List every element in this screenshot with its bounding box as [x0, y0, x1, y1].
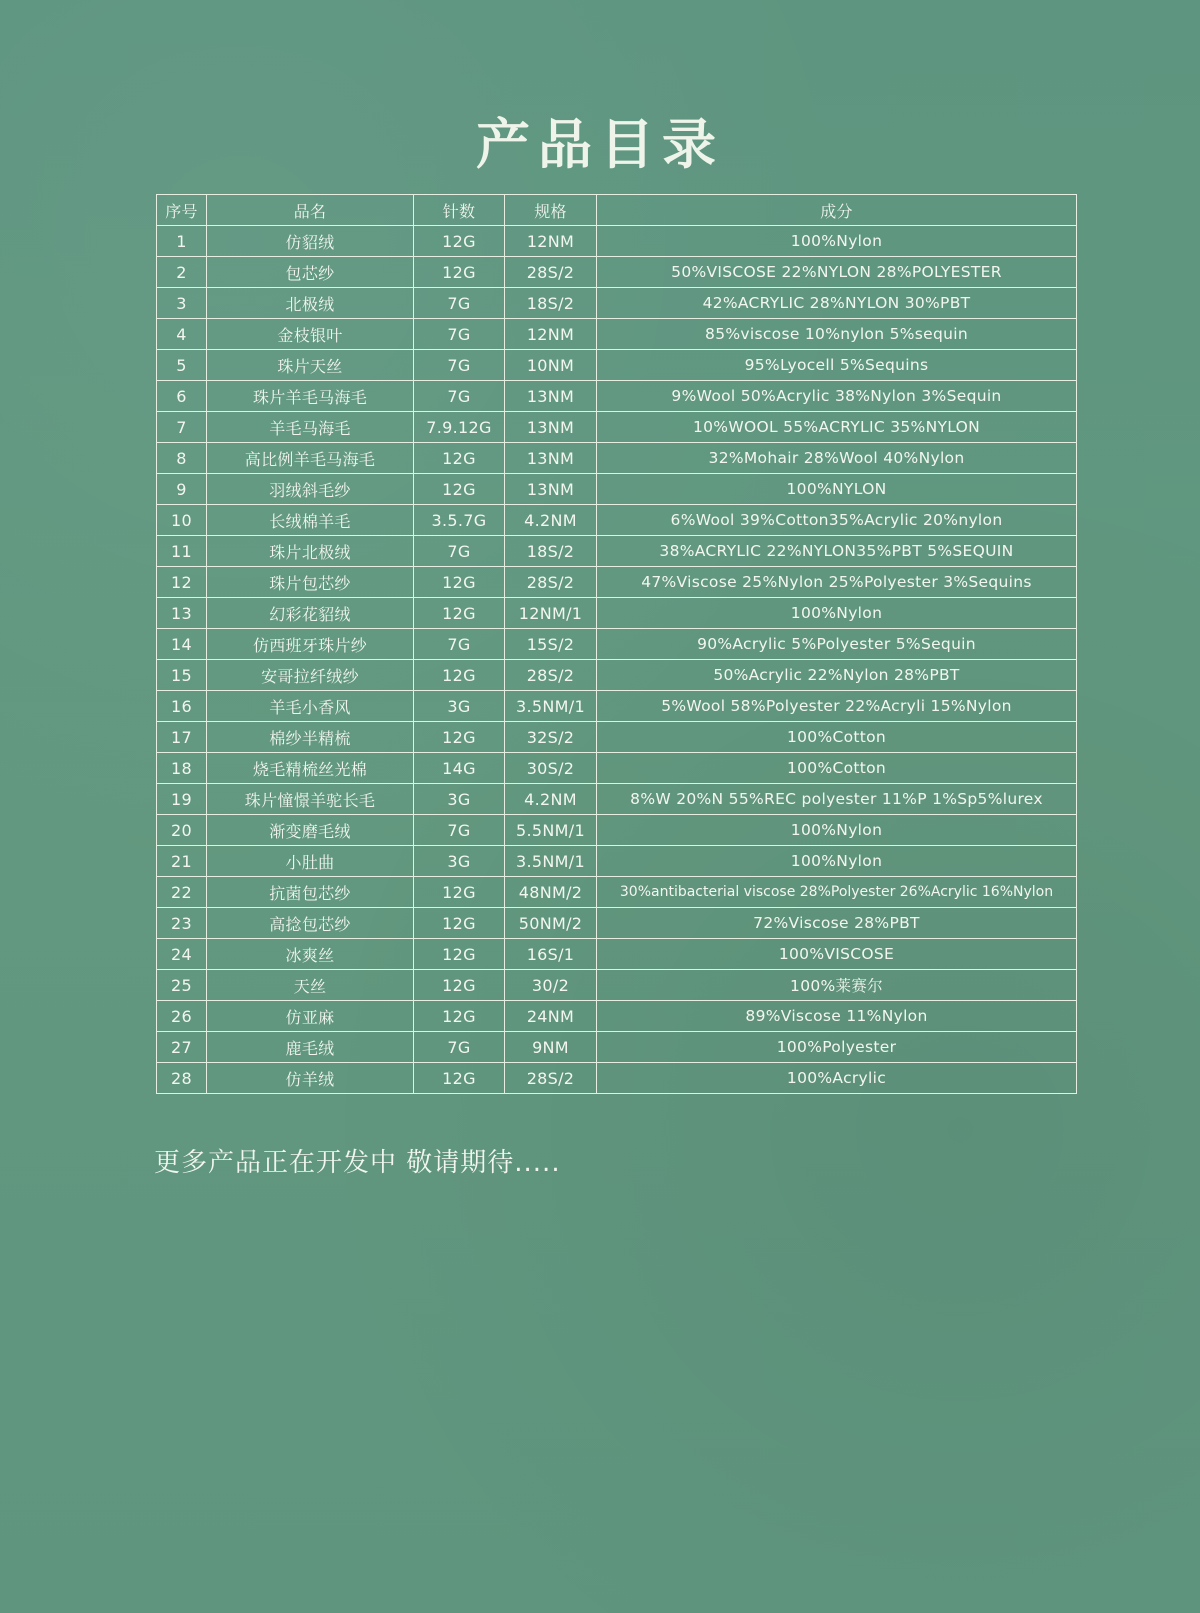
- row-number-cell: 2: [157, 257, 207, 288]
- row-number-cell: 28: [157, 1063, 207, 1094]
- spec-cell: 4.2NM: [505, 784, 597, 815]
- table-row: [157, 1063, 1077, 1094]
- table-row: [157, 629, 1077, 660]
- gauge-cell: 7G: [414, 1032, 505, 1063]
- spec-cell: 30/2: [505, 970, 597, 1001]
- composition-cell: 100%NYLON: [597, 474, 1077, 505]
- gauge-cell: 12G: [414, 474, 505, 505]
- gauge-cell: 12G: [414, 257, 505, 288]
- spec-cell: 30S/2: [505, 753, 597, 784]
- row-number-cell: 6: [157, 381, 207, 412]
- product-name-cell: 安哥拉纤绒纱: [207, 660, 414, 691]
- spec-cell: 28S/2: [505, 567, 597, 598]
- table-row: [157, 319, 1077, 350]
- product-name-cell: 抗菌包芯纱: [207, 877, 414, 908]
- composition-cell: 50%Acrylic 22%Nylon 28%PBT: [597, 660, 1077, 691]
- composition-cell: 85%viscose 10%nylon 5%sequin: [597, 319, 1077, 350]
- gauge-cell: 12G: [414, 877, 505, 908]
- product-name-cell: 长绒棉羊毛: [207, 505, 414, 536]
- header-composition: 成分: [597, 195, 1077, 226]
- product-name-cell: 金枝银叶: [207, 319, 414, 350]
- table-row: [157, 381, 1077, 412]
- table-row: [157, 970, 1077, 1001]
- table-row: [157, 815, 1077, 846]
- gauge-cell: 7G: [414, 288, 505, 319]
- spec-cell: 13NM: [505, 381, 597, 412]
- spec-cell: 12NM: [505, 319, 597, 350]
- row-number-cell: 7: [157, 412, 207, 443]
- page-title: 产品目录: [476, 112, 724, 176]
- table-row: [157, 753, 1077, 784]
- product-name-cell: 渐变磨毛绒: [207, 815, 414, 846]
- table-row: [157, 288, 1077, 319]
- header-gauge: 针数: [414, 195, 505, 226]
- product-name-cell: 冰爽丝: [207, 939, 414, 970]
- gauge-cell: 14G: [414, 753, 505, 784]
- gauge-cell: 7G: [414, 629, 505, 660]
- product-name-cell: 北极绒: [207, 288, 414, 319]
- spec-cell: 32S/2: [505, 722, 597, 753]
- spec-cell: 9NM: [505, 1032, 597, 1063]
- row-number-cell: 24: [157, 939, 207, 970]
- product-name-cell: 高捻包芯纱: [207, 908, 414, 939]
- table-body: [157, 226, 1077, 1094]
- spec-cell: 13NM: [505, 474, 597, 505]
- gauge-cell: 12G: [414, 567, 505, 598]
- product-name-cell: 棉纱半精梳: [207, 722, 414, 753]
- spec-cell: 3.5NM/1: [505, 846, 597, 877]
- gauge-cell: 3G: [414, 784, 505, 815]
- table-row: [157, 443, 1077, 474]
- row-number-cell: 8: [157, 443, 207, 474]
- composition-cell: 100%Acrylic: [597, 1063, 1077, 1094]
- table-row: [157, 567, 1077, 598]
- product-name-cell: 珠片包芯纱: [207, 567, 414, 598]
- composition-cell: 50%VISCOSE 22%NYLON 28%POLYESTER: [597, 257, 1077, 288]
- spec-cell: 4.2NM: [505, 505, 597, 536]
- row-number-cell: 23: [157, 908, 207, 939]
- gauge-cell: 12G: [414, 908, 505, 939]
- gauge-cell: 7G: [414, 381, 505, 412]
- spec-cell: 28S/2: [505, 660, 597, 691]
- composition-cell: 100%Polyester: [597, 1032, 1077, 1063]
- row-number-cell: 19: [157, 784, 207, 815]
- product-name-cell: 珠片憧憬羊驼长毛: [207, 784, 414, 815]
- product-name-cell: 包芯纱: [207, 257, 414, 288]
- product-name-cell: 仿羊绒: [207, 1063, 414, 1094]
- row-number-cell: 1: [157, 226, 207, 257]
- table-row: [157, 536, 1077, 567]
- composition-cell: 10%WOOL 55%ACRYLIC 35%NYLON: [597, 412, 1077, 443]
- gauge-cell: 7G: [414, 350, 505, 381]
- spec-cell: 10NM: [505, 350, 597, 381]
- composition-cell: 5%Wool 58%Polyester 22%Acryli 15%Nylon: [597, 691, 1077, 722]
- composition-cell: 90%Acrylic 5%Polyester 5%Sequin: [597, 629, 1077, 660]
- row-number-cell: 27: [157, 1032, 207, 1063]
- gauge-cell: 12G: [414, 443, 505, 474]
- composition-cell: 100%Nylon: [597, 815, 1077, 846]
- table-header-row: [157, 195, 1077, 226]
- spec-cell: 12NM/1: [505, 598, 597, 629]
- row-number-cell: 17: [157, 722, 207, 753]
- row-number-cell: 26: [157, 1001, 207, 1032]
- row-number-cell: 14: [157, 629, 207, 660]
- spec-cell: 18S/2: [505, 288, 597, 319]
- table-row: [157, 722, 1077, 753]
- gauge-cell: 12G: [414, 970, 505, 1001]
- spec-cell: 13NM: [505, 443, 597, 474]
- row-number-cell: 15: [157, 660, 207, 691]
- composition-cell: 72%Viscose 28%PBT: [597, 908, 1077, 939]
- header-name: 品名: [207, 195, 414, 226]
- table-row: [157, 846, 1077, 877]
- table-row: [157, 598, 1077, 629]
- table-row: [157, 691, 1077, 722]
- spec-cell: 28S/2: [505, 257, 597, 288]
- gauge-cell: 3G: [414, 691, 505, 722]
- spec-cell: 3.5NM/1: [505, 691, 597, 722]
- product-name-cell: 鹿毛绒: [207, 1032, 414, 1063]
- table-row: [157, 226, 1077, 257]
- spec-cell: 5.5NM/1: [505, 815, 597, 846]
- composition-cell: 47%Viscose 25%Nylon 25%Polyester 3%Sequins: [597, 567, 1077, 598]
- row-number-cell: 22: [157, 877, 207, 908]
- spec-cell: 48NM/2: [505, 877, 597, 908]
- composition-cell: 95%Lyocell 5%Sequins: [597, 350, 1077, 381]
- row-number-cell: 13: [157, 598, 207, 629]
- composition-cell: 100%Nylon: [597, 226, 1077, 257]
- gauge-cell: 12G: [414, 1063, 505, 1094]
- row-number-cell: 9: [157, 474, 207, 505]
- composition-cell: 42%ACRYLIC 28%NYLON 30%PBT: [597, 288, 1077, 319]
- product-name-cell: 仿西班牙珠片纱: [207, 629, 414, 660]
- spec-cell: 18S/2: [505, 536, 597, 567]
- gauge-cell: 7G: [414, 536, 505, 567]
- row-number-cell: 16: [157, 691, 207, 722]
- product-name-cell: 高比例羊毛马海毛: [207, 443, 414, 474]
- gauge-cell: 12G: [414, 1001, 505, 1032]
- table-row: [157, 1032, 1077, 1063]
- table-row: [157, 784, 1077, 815]
- product-name-cell: 珠片天丝: [207, 350, 414, 381]
- composition-cell: 100%Nylon: [597, 598, 1077, 629]
- row-number-cell: 21: [157, 846, 207, 877]
- row-number-cell: 10: [157, 505, 207, 536]
- table-row: [157, 257, 1077, 288]
- composition-cell: 8%W 20%N 55%REC polyester 11%P 1%Sp5%lurex: [597, 784, 1077, 815]
- spec-cell: 16S/1: [505, 939, 597, 970]
- row-number-cell: 11: [157, 536, 207, 567]
- composition-cell: 100%Cotton: [597, 722, 1077, 753]
- header-no: 序号: [157, 195, 207, 226]
- product-name-cell: 天丝: [207, 970, 414, 1001]
- composition-cell: 89%Viscose 11%Nylon: [597, 1001, 1077, 1032]
- composition-cell: 9%Wool 50%Acrylic 38%Nylon 3%Sequin: [597, 381, 1077, 412]
- product-name-cell: 羽绒斜毛纱: [207, 474, 414, 505]
- composition-cell: 100%VISCOSE: [597, 939, 1077, 970]
- composition-cell: 100%Nylon: [597, 846, 1077, 877]
- table-row: [157, 660, 1077, 691]
- composition-cell: 100%莱赛尔: [597, 970, 1077, 1001]
- composition-cell: 32%Mohair 28%Wool 40%Nylon: [597, 443, 1077, 474]
- gauge-cell: 12G: [414, 722, 505, 753]
- header-spec: 规格: [505, 195, 597, 226]
- footer-note: 更多产品正在开发中 敬请期待.....: [154, 1148, 561, 1178]
- gauge-cell: 7.9.12G: [414, 412, 505, 443]
- product-catalog-table: [156, 194, 1077, 1094]
- gauge-cell: 7G: [414, 319, 505, 350]
- row-number-cell: 4: [157, 319, 207, 350]
- gauge-cell: 7G: [414, 815, 505, 846]
- product-name-cell: 羊毛马海毛: [207, 412, 414, 443]
- spec-cell: 13NM: [505, 412, 597, 443]
- gauge-cell: 12G: [414, 598, 505, 629]
- table-row: [157, 412, 1077, 443]
- row-number-cell: 18: [157, 753, 207, 784]
- product-name-cell: 仿貂绒: [207, 226, 414, 257]
- composition-cell: 6%Wool 39%Cotton35%Acrylic 20%nylon: [597, 505, 1077, 536]
- spec-cell: 15S/2: [505, 629, 597, 660]
- gauge-cell: 12G: [414, 226, 505, 257]
- table-row: [157, 1001, 1077, 1032]
- composition-cell: 100%Cotton: [597, 753, 1077, 784]
- table-row: [157, 939, 1077, 970]
- gauge-cell: 12G: [414, 660, 505, 691]
- product-name-cell: 珠片羊毛马海毛: [207, 381, 414, 412]
- table-row: [157, 474, 1077, 505]
- product-name-cell: 羊毛小香风: [207, 691, 414, 722]
- row-number-cell: 3: [157, 288, 207, 319]
- row-number-cell: 12: [157, 567, 207, 598]
- gauge-cell: 3G: [414, 846, 505, 877]
- table-row: [157, 877, 1077, 908]
- table-row: [157, 908, 1077, 939]
- gauge-cell: 3.5.7G: [414, 505, 505, 536]
- row-number-cell: 5: [157, 350, 207, 381]
- composition-cell: 30%antibacterial viscose 28%Polyester 26%Acrylic 16%Nylon: [597, 877, 1077, 908]
- spec-cell: 50NM/2: [505, 908, 597, 939]
- composition-cell: 38%ACRYLIC 22%NYLON35%PBT 5%SEQUIN: [597, 536, 1077, 567]
- spec-cell: 24NM: [505, 1001, 597, 1032]
- product-name-cell: 烧毛精梳丝光棉: [207, 753, 414, 784]
- table-row: [157, 505, 1077, 536]
- product-name-cell: 仿亚麻: [207, 1001, 414, 1032]
- gauge-cell: 12G: [414, 939, 505, 970]
- product-name-cell: 幻彩花貂绒: [207, 598, 414, 629]
- product-name-cell: 小肚曲: [207, 846, 414, 877]
- row-number-cell: 25: [157, 970, 207, 1001]
- row-number-cell: 20: [157, 815, 207, 846]
- table-row: [157, 350, 1077, 381]
- spec-cell: 12NM: [505, 226, 597, 257]
- spec-cell: 28S/2: [505, 1063, 597, 1094]
- product-name-cell: 珠片北极绒: [207, 536, 414, 567]
